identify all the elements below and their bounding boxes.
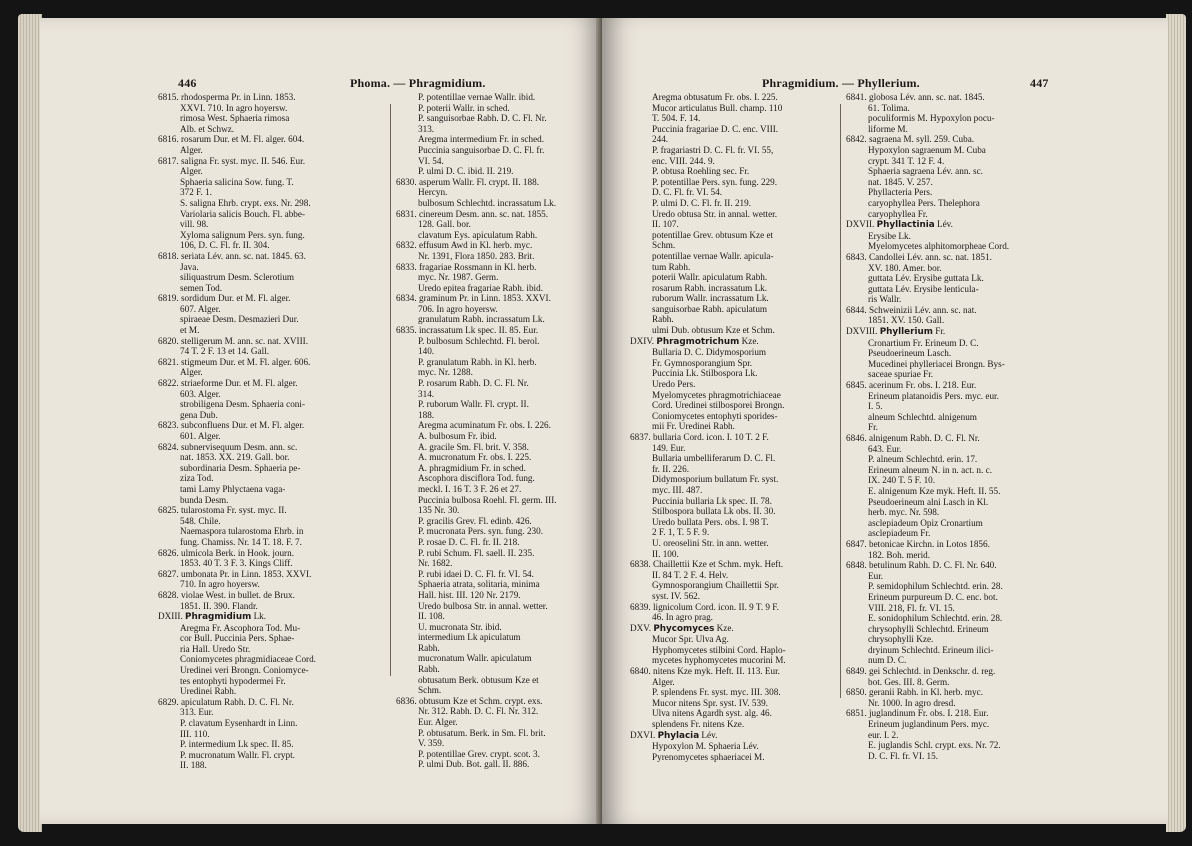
entry-line: dryinum Schlechtd. Erineum ilici- bbox=[868, 644, 994, 655]
entry-line: caryophyllea Fr. bbox=[868, 208, 928, 219]
entry-line: 140. bbox=[418, 346, 435, 357]
entry-line: Erineum purpureum D. C. enc. bot. bbox=[868, 591, 998, 602]
entry-line: P. potentillae vernae Wallr. ibid. bbox=[418, 92, 536, 102]
entry-line: 149. Eur. bbox=[652, 442, 686, 453]
entry-line: VI. 54. bbox=[418, 155, 444, 166]
genus-heading: DXIII. Phragmidium Lk. bbox=[158, 611, 267, 623]
entry-line: vill. 98. bbox=[180, 219, 209, 230]
entry-line: Naemaspora tularostoma Ehrb. in bbox=[180, 526, 304, 537]
species-entry: 6829. apiculatum Rabh. D. C. Fl. Nr. bbox=[158, 696, 294, 707]
entry-line: Fr. Gymnosporangium Spr. bbox=[652, 357, 753, 368]
entry-line: tum Rabh. bbox=[652, 261, 691, 272]
entry-line: Eur. Alger. bbox=[418, 717, 458, 728]
entry-line: Myelomycetes phragmotrichiaceae bbox=[652, 389, 781, 400]
entry-line: mucronatum Wallr. apiculatum bbox=[418, 653, 532, 664]
species-entry: 6823. subconfluens Dur. et M. Fl. alger. bbox=[158, 420, 305, 431]
entry-line: U. mucronata Str. ibid. bbox=[418, 621, 502, 632]
species-entry: 6834. graminum Pr. in Linn. 1853. XXVI. bbox=[396, 293, 551, 304]
entry-line: num D. C. bbox=[868, 655, 907, 666]
entry-line: P. fragariastri D. C. Fl. fr. VI. 55, bbox=[652, 144, 774, 155]
entry-line: siliquastrum Desm. Sclerotium bbox=[180, 272, 295, 283]
entry-line: 372 F. 1. bbox=[180, 187, 212, 198]
entry-line: myc. Nr. 1288. bbox=[418, 367, 473, 378]
entry-line: P. mucronatum Wallr. Fl. crypt. bbox=[180, 749, 295, 760]
species-entry: 6835. incrassatum Lk spec. II. 85. Eur. bbox=[396, 325, 539, 336]
entry-line: Alger. bbox=[180, 367, 203, 378]
species-entry: 6820. stelligerum M. ann. sc. nat. XVIII. bbox=[158, 335, 309, 346]
entry-line: E. juglandis Schl. crypt. exs. Nr. 72. bbox=[868, 740, 1001, 751]
entry-line: Pseudoerineum Lasch. bbox=[868, 348, 952, 359]
entry-line: Xyloma salignum Pers. syn. fung. bbox=[180, 229, 305, 240]
entry-line: crypt. 341 T. 12 F. 4. bbox=[868, 155, 945, 166]
entry-line: D. C. Fl. fr. VI. 54. bbox=[652, 187, 723, 198]
entry-line: 1853. 40 T. 3 F. 3. Kings Cliff. bbox=[180, 558, 293, 569]
entry-line: poculiformis M. Hypoxylon pocu- bbox=[868, 113, 995, 124]
entry-line: poterii Wallr. apiculatum Rabh. bbox=[652, 272, 768, 283]
species-entry: 6822. striaeforme Dur. et M. Fl. alger. bbox=[158, 378, 298, 389]
entry-line: Erineum platanoidis Pers. myc. eur. bbox=[868, 390, 999, 401]
entry-line: P. gracilis Grev. Fl. edinb. 426. bbox=[418, 515, 532, 526]
entry-line: fung. Chamiss. Nr. 14 T. 18. F. 7. bbox=[180, 536, 302, 547]
entry-line: Aregma obtusatum Fr. obs. I. 225. bbox=[652, 92, 778, 102]
genus-heading: DXVII. Phyllactinia Lév. bbox=[846, 219, 953, 231]
entry-line: mii Fr. Uredinei Rabh. bbox=[652, 421, 735, 432]
genus-heading: DXVIII. Phyllerium Fr. bbox=[846, 326, 946, 338]
entry-line: Nr. 312. Rabh. D. C. Fl. Nr. 312. bbox=[418, 706, 539, 717]
entry-line: Alger. bbox=[652, 676, 675, 687]
species-entry: 6828. violae West. in bullet. de Brux. bbox=[158, 589, 295, 600]
entry-line: P. obtusatum. Berk. in Sm. Fl. brit. bbox=[418, 727, 546, 738]
entry-line: Hall. hist. III. 120 Nr. 2179. bbox=[418, 589, 521, 600]
entry-line: Rabh. bbox=[418, 642, 440, 653]
entry-line: Pseudoerineum alni Lasch in Kl. bbox=[868, 496, 989, 507]
entry-line: Nr. 1682. bbox=[418, 558, 453, 569]
entry-line: Cronartium Fr. Erineum D. C. bbox=[868, 337, 979, 348]
species-entry: 6841. globosa Lév. ann. sc. nat. 1845. bbox=[846, 92, 985, 102]
entry-line: asclepiadeum Fr. bbox=[868, 528, 931, 539]
entry-line: 1851. II. 390. Flandr. bbox=[180, 600, 258, 611]
entry-line: tami Lamy Phlyctaena vaga- bbox=[180, 483, 286, 494]
species-entry: 6826. ulmicola Berk. in Hook. journ. bbox=[158, 547, 295, 558]
entry-line: semen Tod. bbox=[180, 282, 223, 293]
entry-line: U. oreoselini Str. in ann. wetter. bbox=[652, 537, 769, 548]
entry-line: et M. bbox=[180, 325, 200, 336]
entry-line: Pyrenomycetes sphaeriacei M. bbox=[652, 751, 765, 762]
entry-line: P. rubi idaei D. C. Fl. fr. VI. 54. bbox=[418, 568, 534, 579]
entry-line: 135 Nr. 30. bbox=[418, 505, 460, 516]
entry-line: Eur. bbox=[868, 570, 884, 581]
entry-line: Cord. Uredinei stilbosporei Brongn. bbox=[652, 400, 785, 411]
entry-line: Gymnosporangium Chaillettii Spr. bbox=[652, 580, 779, 591]
entry-line: E. alnigenum Kze myk. Heft. II. 55. bbox=[868, 485, 1001, 496]
right-page bbox=[602, 18, 1168, 824]
entry-line: 710. In agro hoyersw. bbox=[180, 579, 260, 590]
species-entry: 6846. alnigenum Rabh. D. C. Fl. Nr. bbox=[846, 433, 980, 443]
entry-line: 607. Alger. bbox=[180, 303, 221, 314]
entry-line: Rabh. bbox=[652, 314, 674, 325]
entry-line: Ulva nitens Agardh syst. alg. 46. bbox=[652, 708, 772, 719]
species-entry: 6819. sordidum Dur. et M. Fl. alger. bbox=[158, 293, 291, 304]
entry-line: intermedium Lk apiculatum bbox=[418, 632, 521, 643]
entry-line: 601. Alger. bbox=[180, 431, 221, 441]
entry-line: bot. Ges. III. 8. Germ. bbox=[868, 676, 950, 687]
species-entry: 6851. juglandinum Fr. obs. I. 218. Eur. bbox=[846, 708, 989, 719]
entry-line: rosarum Rabh. incrassatum Lk. bbox=[652, 282, 768, 293]
entry-line: Fr. bbox=[868, 422, 878, 433]
right-page-number: 447 bbox=[1030, 76, 1049, 90]
species-entry: 6839. lignicolum Cord. icon. II. 9 T. 9 F. bbox=[630, 601, 779, 612]
entry-line: A. mucronatum Fr. obs. I. 225. bbox=[418, 452, 532, 463]
entry-line: Sphaeria sagraena Lév. ann. sc. bbox=[868, 166, 983, 177]
entry-line: Mucedinei phylleriacei Brongn. Bys- bbox=[868, 358, 1005, 369]
entry-line: Mucor articulatus Bull. champ. 110 bbox=[652, 102, 783, 113]
entry-line: P. alneum Schlechtd. erin. 17. bbox=[868, 454, 978, 465]
entry-line: Nr. 1391, Flora 1850. 283. Brit. bbox=[418, 250, 535, 261]
entry-line: subordinaria Desm. Sphaeria pe- bbox=[180, 462, 301, 473]
species-entry: 6845. acerinum Fr. obs. I. 218. Eur. bbox=[846, 380, 977, 391]
entry-line: Variolaria salicis Bouch. Fl. abbe- bbox=[180, 208, 306, 219]
entry-line: fr. II. 226. bbox=[652, 463, 689, 474]
species-entry: 6838. Chaillettii Kze et Schm. myk. Heft. bbox=[630, 559, 784, 570]
right-column-rule bbox=[840, 104, 841, 698]
entry-line: Alb. et Schwz. bbox=[180, 123, 235, 134]
entry-line: Hercyn. bbox=[418, 187, 448, 198]
entry-line: potentillae Grev. obtusum Kze et bbox=[652, 229, 774, 240]
species-entry: 6848. betulinum Rabh. D. C. Fl. Nr. 640. bbox=[846, 560, 997, 571]
entry-line: nat. 1845. V. 257. bbox=[868, 176, 933, 187]
entry-line: Myelomycetes alphitomorpheae Cord. bbox=[868, 241, 1010, 252]
entry-line: II. 108. bbox=[418, 611, 445, 622]
species-entry: 6817. saligna Fr. syst. myc. II. 546. Eur. bbox=[158, 155, 305, 166]
right-running-head: Phragmidium. — Phyllerium. bbox=[762, 76, 920, 90]
entry-line: 46. In agro prag. bbox=[652, 612, 713, 623]
genus-heading: DXVI. Phylacia Lév. bbox=[630, 729, 718, 741]
entry-line: 1851. XV. 150. Gall. bbox=[868, 315, 945, 326]
entry-line: A. bulbosum Fr. ibid. bbox=[418, 431, 497, 441]
species-entry: 6840. nitens Kze myk. Heft. II. 113. Eur. bbox=[630, 666, 780, 677]
entry-line: P. potentillae Grev. crypt. scot. 3. bbox=[418, 748, 540, 759]
entry-line: P. ulmi D. C. ibid. II. 219. bbox=[418, 166, 514, 177]
entry-line: Erysibe Lk. bbox=[868, 230, 911, 241]
left-page bbox=[40, 18, 602, 824]
entry-line: P. mucronata Pers. syn. fung. 230. bbox=[418, 526, 544, 537]
species-entry: 6818. seriata Lév. ann. sc. nat. 1845. 63. bbox=[158, 250, 306, 261]
species-entry: 6847. betonicae Kirchn. in Lotos 1856. bbox=[846, 538, 990, 549]
entry-line: Rabh. bbox=[418, 664, 440, 675]
entry-line: 182. Boh. merid. bbox=[868, 549, 931, 560]
entry-line: Uredinei veri Brongn. Coniomyce- bbox=[180, 665, 309, 676]
entry-line: T. 504. F. 14. bbox=[652, 113, 701, 124]
species-entry: 6850. geranii Rabh. in Kl. herb. myc. bbox=[846, 687, 984, 698]
entry-line: Hypoxylon sagraenum M. Cuba bbox=[868, 144, 986, 155]
species-entry: 6824. subnervisequum Desm. ann. sc. bbox=[158, 441, 298, 452]
entry-line: 643. Eur. bbox=[868, 443, 902, 454]
entry-line: meckl. I. 16 T. 3 F. 26 et 27. bbox=[418, 483, 522, 494]
entry-line: liforme M. bbox=[868, 123, 908, 134]
species-entry: 6833. fragariae Rossmann in Kl. herb. bbox=[396, 261, 537, 272]
entry-line: P. obtusa Roehling sec. Fr. bbox=[652, 166, 750, 177]
entry-line: Aregma Fr. Ascophora Tod. Mu- bbox=[180, 622, 301, 633]
entry-line: 106, D. C. Fl. fr. II. 304. bbox=[180, 240, 270, 251]
entry-line: E. sonidophilum Schlechtd. erin. 28. bbox=[868, 613, 1003, 624]
entry-line: 61. Tolima. bbox=[868, 102, 910, 113]
left-page-edges bbox=[18, 14, 42, 832]
entry-line: IX. 240 T. 5 F. 10. bbox=[868, 475, 936, 486]
species-entry: 6825. tularostoma Fr. syst. myc. II. bbox=[158, 505, 287, 516]
entry-line: 2 F. 1, T. 5 F. 9. bbox=[652, 527, 710, 538]
right-page-edges bbox=[1166, 14, 1186, 832]
entry-line: III. 110. bbox=[180, 728, 210, 739]
entry-line: Sphaeria salicina Sow. fung. T. bbox=[180, 176, 294, 187]
entry-line: P. bulbosum Schlechtd. Fl. berol. bbox=[418, 335, 540, 346]
entry-line: strobiligena Desm. Sphaeria coni- bbox=[180, 399, 306, 410]
entry-line: 74 T. 2 F. 13 et 14. Gall. bbox=[180, 346, 270, 357]
left-column-1 bbox=[158, 92, 388, 771]
entry-line: Puccinia fragariae D. C. enc. VIII. bbox=[652, 123, 779, 134]
entry-line: Nr. 1000. In agro dresd. bbox=[868, 697, 956, 708]
entry-line: bunda Desm. bbox=[180, 494, 229, 505]
entry-line: P. clavatum Eysenhardt in Linn. bbox=[180, 718, 298, 729]
entry-line: herb. myc. Nr. 598. bbox=[868, 507, 940, 518]
entry-line: Ascophora disciflora Tod. fung. bbox=[418, 473, 535, 484]
right-column-1 bbox=[630, 92, 854, 762]
entry-line: saceae spuriae Fr. bbox=[868, 369, 934, 380]
species-entry: 6827. umbonata Pr. in Linn. 1853. XXVI. bbox=[158, 568, 312, 579]
entry-line: P. sanguisorbae Rabh. D. C. Fl. Nr. bbox=[418, 113, 547, 124]
entry-line: Uredo bulbosa Str. in annal. wetter. bbox=[418, 600, 548, 611]
entry-line: Uredinei Rabh. bbox=[180, 686, 237, 697]
entry-line: II. 100. bbox=[652, 548, 679, 559]
entry-line: Sphaeria atrata, solitaria, minima bbox=[418, 579, 540, 590]
species-entry: 6832. effusum Awd in Kl. herb. myc. bbox=[396, 240, 533, 251]
entry-line: II. 188. bbox=[180, 760, 207, 771]
entry-line: ziza Tod. bbox=[180, 473, 214, 484]
entry-line: Java. bbox=[180, 261, 199, 272]
entry-line: Didymosporium bullatum Fr. syst. bbox=[652, 474, 779, 485]
entry-line: P. potentillae Pers. syn. fung. 229. bbox=[652, 176, 778, 187]
entry-line: A. gracile Sm. Fl. brit. V. 358. bbox=[418, 441, 529, 452]
entry-line: P. splendens Fr. syst. myc. III. 308. bbox=[652, 687, 781, 698]
entry-line: guttata Lév. Erysibe guttata Lk. bbox=[868, 273, 984, 284]
entry-line: asclepiadeum Opiz Cronartium bbox=[868, 517, 983, 528]
entry-line: syst. IV. 562. bbox=[652, 590, 701, 601]
entry-line: XXVI. 710. In agro hoyersw. bbox=[180, 102, 288, 113]
entry-line: Puccinia Lk. Stilbospora Lk. bbox=[652, 368, 758, 379]
entry-line: II. 107. bbox=[652, 219, 679, 230]
species-entry: 6842. sagraena M. syll. 259. Cuba. bbox=[846, 134, 975, 145]
entry-line: 313. Eur. bbox=[180, 707, 214, 718]
entry-line: ruborum Wallr. incrassatum Lk. bbox=[652, 293, 769, 304]
entry-line: 128. Gall. bor. bbox=[418, 219, 471, 230]
entry-line: rimosa West. Sphaeria rimosa bbox=[180, 113, 290, 124]
entry-line: Uredo bullata Pers. obs. I. 98 T. bbox=[652, 516, 769, 527]
species-entry: 6831. cinereum Desm. ann. sc. nat. 1855. bbox=[396, 208, 549, 219]
entry-line: obtusatum Berk. obtusum Kze et bbox=[418, 674, 539, 685]
entry-line: P. poterii Wallr. in sched. bbox=[418, 102, 510, 113]
entry-line: P. intermedium Lk spec. II. 85. bbox=[180, 739, 294, 750]
entry-line: Erineum alneum N. in n. act. n. c. bbox=[868, 464, 992, 475]
entry-line: Bullaria umbelliferarum D. C. Fl. bbox=[652, 453, 776, 464]
entry-line: spiraeae Desm. Desmazieri Dur. bbox=[180, 314, 299, 325]
entry-line: D. C. Fl. fr. VI. 15. bbox=[868, 750, 939, 761]
entry-line: granulatum Rabh. incrassatum Lk. bbox=[418, 314, 545, 325]
entry-line: 548. Chile. bbox=[180, 515, 221, 526]
entry-line: Alger. bbox=[180, 166, 203, 177]
entry-line: ulmi Dub. obtusum Kze et Schm. bbox=[652, 325, 775, 336]
entry-line: Puccinia bullaria Lk spec. II. 78. bbox=[652, 495, 772, 506]
entry-line: P. granulatum Rabh. in Kl. herb. bbox=[418, 356, 537, 367]
entry-line: Hyphomycetes stilbini Cord. Haplo- bbox=[652, 644, 786, 655]
right-column-2 bbox=[846, 92, 1058, 761]
entry-line: Schm. bbox=[652, 240, 676, 251]
entry-line: Coniomycetes entophyti sporides- bbox=[652, 410, 778, 421]
entry-line: 314. bbox=[418, 388, 435, 399]
entry-line: VIII. 218, Fl. fr. VI. 15. bbox=[868, 602, 955, 613]
entry-line: Uredo obtusa Str. in annal. wetter. bbox=[652, 208, 778, 219]
entry-line: Mucor Spr. Ulva Ag. bbox=[652, 634, 729, 645]
species-entry: 6849. gei Schlechtd. in Denkschr. d. reg. bbox=[846, 666, 996, 677]
entry-line: Aregma intermedium Fr. in sched. bbox=[418, 134, 545, 145]
entry-line: I. 5. bbox=[868, 401, 883, 412]
species-entry: 6830. asperum Wallr. Fl. crypt. II. 188. bbox=[396, 176, 540, 187]
species-entry: 6837. bullaria Cord. icon. I. 10 T. 2 F. bbox=[630, 432, 769, 442]
entry-line: gena Dub. bbox=[180, 409, 218, 420]
entry-line: S. saligna Ehrb. crypt. exs. Nr. 298. bbox=[180, 197, 311, 208]
entry-line: potentillae vernae Wallr. apicula- bbox=[652, 250, 774, 261]
entry-line: P. ruborum Wallr. Fl. crypt. II. bbox=[418, 399, 529, 410]
entry-line: chrysophylli Schlechtd. Erineum bbox=[868, 623, 989, 634]
species-entry: 6821. stigmeum Dur. et M. Fl. alger. 606. bbox=[158, 356, 311, 367]
left-page-number: 446 bbox=[178, 76, 197, 90]
species-entry: 6815. rhodosperma Pr. in Linn. 1853. bbox=[158, 92, 296, 102]
species-entry: 6843. Candollei Lév. ann. sc. nat. 1851. bbox=[846, 251, 992, 262]
entry-line: Uredo Pers. bbox=[652, 379, 696, 390]
species-entry: 6844. Schweinizii Lév. ann. sc. nat. bbox=[846, 304, 977, 315]
entry-line: II. 84 T. 2 F. 4. Helv. bbox=[652, 569, 729, 580]
entry-line: P. rosae D. C. Fl. fr. II. 218. bbox=[418, 536, 520, 547]
entry-line: Puccinia sanguisorbae D. C. Fl. fr. bbox=[418, 144, 545, 155]
entry-line: Alger. bbox=[180, 144, 203, 155]
entry-line: eur. I. 2. bbox=[868, 729, 899, 740]
genus-heading: DXV. Phycomyces Kze. bbox=[630, 622, 734, 634]
entry-line: Uredo epitea fragariae Rabh. ibid. bbox=[418, 282, 543, 293]
entry-line: Coniomycetes phragmidiaceae Cord. bbox=[180, 654, 316, 665]
entry-line: tes entophyti hypodermei Fr. bbox=[180, 675, 286, 686]
entry-line: Puccinia bulbosa Roehl. Fl. germ. III. bbox=[418, 494, 557, 505]
genus-heading: DXIV. Phragmotrichum Kze. bbox=[630, 335, 759, 347]
entry-line: enc. VIII. 244. 9. bbox=[652, 155, 715, 166]
entry-line: chrysophylli Kze. bbox=[868, 634, 934, 645]
entry-line: XV. 180. Amer. bor. bbox=[868, 262, 942, 273]
entry-line: Bullaria D. C. Didymosporium bbox=[652, 347, 767, 358]
entry-line: Erineum juglandinum Pers. myc. bbox=[868, 719, 990, 730]
entry-line: V. 359. bbox=[418, 738, 445, 749]
species-entry: 6836. obtusum Kze et Schm. crypt. exs. bbox=[396, 695, 543, 706]
left-column-2 bbox=[396, 92, 602, 770]
entry-line: Stilbospora bullata Lk obs. II. 30. bbox=[652, 506, 776, 517]
entry-line: P. rosarum Rabh. D. C. Fl. Nr. bbox=[418, 378, 529, 389]
entry-line: alneum Schlechtd. alnigenum bbox=[868, 411, 977, 422]
entry-line: 188. bbox=[418, 409, 435, 420]
species-entry: 6816. rosarum Dur. et M. Fl. alger. 604. bbox=[158, 134, 305, 145]
entry-line: splendens Fr. nitens Kze. bbox=[652, 719, 745, 730]
entry-line: myc. III. 487. bbox=[652, 484, 703, 495]
entry-line: P. rubi Schum. Fl. saell. II. 235. bbox=[418, 547, 535, 558]
entry-line: P. semidophilum Schlechtd. erin. 28. bbox=[868, 581, 1003, 592]
entry-line: Hypoxylon M. Sphaeria Lév. bbox=[652, 741, 759, 752]
entry-line: guttata Lév. Erysibe lenticula- bbox=[868, 283, 979, 294]
entry-line: nat. 1853. XX. 219. Gall. bor. bbox=[180, 452, 290, 463]
entry-line: bulbosum Schlechtd. incrassatum Lk. bbox=[418, 197, 557, 208]
entry-line: 706. In agro hoyersw. bbox=[418, 303, 498, 314]
entry-line: 244. bbox=[652, 134, 669, 145]
entry-line: Schm. bbox=[418, 685, 442, 696]
entry-line: Mucor nitens Spr. syst. IV. 539. bbox=[652, 697, 768, 708]
entry-line: Phyllacteria Pers. bbox=[868, 187, 933, 198]
entry-line: ris Wallr. bbox=[868, 294, 902, 305]
entry-line: clavatum Eys. apiculatum Rabh. bbox=[418, 229, 538, 240]
entry-line: 603. Alger. bbox=[180, 388, 221, 399]
entry-line: myc. Nr. 1987. Germ. bbox=[418, 272, 499, 283]
entry-line: sanguisorbae Rabh. apiculatum bbox=[652, 303, 768, 314]
entry-line: 313. bbox=[418, 123, 435, 134]
entry-line: cor Bull. Puccinia Pers. Sphae- bbox=[180, 633, 295, 644]
entry-line: ria Hall. Uredo Str. bbox=[180, 643, 251, 654]
left-running-head: Phoma. — Phragmidium. bbox=[350, 76, 486, 90]
left-column-rule bbox=[390, 104, 391, 676]
entry-line: caryophyllea Pers. Thelephora bbox=[868, 197, 980, 208]
entry-line: P. ulmi D. C. Fl. fr. II. 219. bbox=[652, 197, 752, 208]
entry-line: Aregma acuminatum Fr. obs. I. 226. bbox=[418, 420, 551, 431]
entry-line: mycetes hyphomycetes mucorini M. bbox=[652, 655, 786, 666]
entry-line: A. phragmidium Fr. in sched. bbox=[418, 462, 526, 473]
entry-line: P. ulmi Dub. Bot. gall. II. 886. bbox=[418, 759, 530, 770]
